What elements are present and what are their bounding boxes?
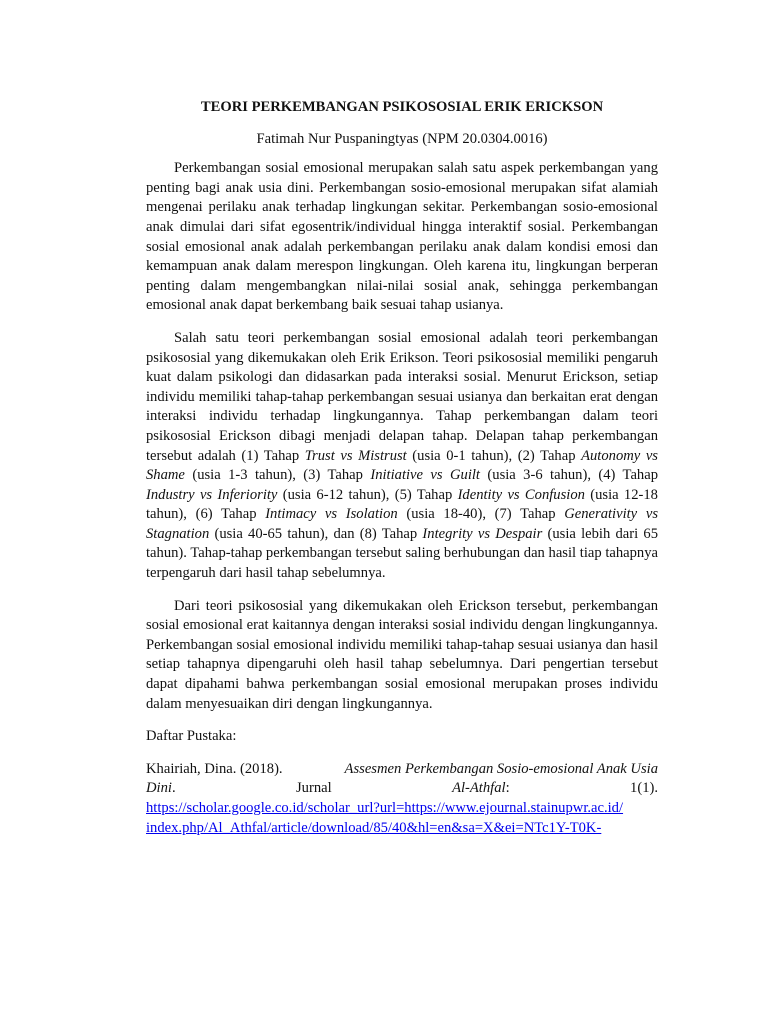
paragraph-2-text-4: (usia 6-12 tahun), (5) Tahap: [277, 486, 458, 503]
document-title: TEORI PERKEMBANGAN PSIKOSOSIAL ERIK ERICKSON: [200, 99, 604, 115]
stage-5-term: Identity vs Confusion: [457, 486, 585, 503]
reference-url-link-line-2[interactable]: index.php/Al_Athfal/article/download/85/40&hl=en&sa=X&ei=NTc1Y-T0K-: [146, 819, 602, 836]
paragraph-2-text-2: (usia 1-3 tahun), (3) Tahap: [184, 467, 371, 484]
stage-7-term: Generativity vs Stagnation: [146, 506, 658, 542]
reference-volume: 1(1).: [630, 780, 658, 797]
reference-line-1: [146, 760, 658, 780]
stage-8-term: Integrity vs Despair: [422, 525, 543, 542]
reference-line-2: [146, 779, 658, 799]
reference-colon: :: [505, 780, 510, 797]
document-page: [146, 98, 658, 838]
paragraph-2-text-3: (usia 3-6 tahun), (4) Tahap: [480, 467, 658, 484]
stage-1-term: Trust vs Mistrust: [304, 447, 407, 464]
reference-book-title-b: Dini: [146, 780, 172, 797]
reference-journal-name: Al-Athfal: [452, 780, 506, 797]
reference-entry: [146, 760, 658, 838]
stage-3-term: Initiative vs Guilt: [370, 467, 480, 484]
reference-book-title-a: Assesmen Perkembangan Sosio-emosional Anak Usia: [344, 760, 658, 777]
paragraph-2-text-5: (usia 12-18 tahun), (6) Tahap: [146, 486, 658, 523]
reference-book-title-b-wrap: [146, 779, 176, 799]
paragraph-2: [146, 329, 658, 584]
document-author: Fatimah Nur Puspaningtyas (NPM 20.0304.0016): [256, 130, 548, 147]
reference-after-title: .: [171, 780, 176, 797]
paragraph-3: Dari teori psikososial yang dikemukakan oleh Erickson tersebut, perkembangan sosial emosional erat kaitannya dengan interaksi sosial individu dengan lingkungannya. Perkembangan sosial emosional individu memiliki tahap-tahap sesuai usianya dan hasil setiap tahapnya dipengaruhi oleh hasil tahap sebelumnya. Dari pengertian tersebut dapat dipahami bahwa perkembangan sosial emosional merupakan proses individu dalam menyesuaikan diri dengan lingkungannya.: [146, 597, 658, 712]
reference-journal-wrap: [452, 779, 510, 799]
paragraph-1: Perkembangan sosial emosional merupakan salah satu aspek perkembangan yang penting bagi anak usia dini. Perkembangan sosio-emosional merupakan sifat alamiah mengenai perilaku anak terhadap lingkungan sekitar. Perkembangan sosio-emosional anak dimulai dari sifat egosentrik/individual hingga interaktif sosial. Perkembangan sosial emosional anak adalah perkembangan perilaku anak dalam kondisi emosi dan kemampuan anak dalam merespon lingkungan. Oleh karena itu, lingkungan berperan penting dalam mengembangkan nilai-nilai sosial anak, sehingga perkembangan emosional anak dapat berkembang baik sesuai tahap usianya.: [146, 160, 658, 314]
reference-authors: Khairiah, Dina. (2018).: [146, 760, 283, 777]
paragraph-2-text-1: (usia 0-1 tahun), (2) Tahap: [406, 447, 582, 464]
stage-2-term: Autonomy vs Shame: [146, 447, 658, 484]
paragraph-2-intro: Salah satu teori perkembangan sosial emosional adalah teori perkembangan psikososial yang dikemukakan oleh Erik Erikson. Teori psikososial memiliki pengaruh kuat dalam psikologi dan didasarkan pada interaksi sosial. Menurut Erickson, setiap individu memiliki tahap-tahap perkembangan sesuai usianya dan berkaitan erat dengan interaksi individu terhadap lingkungannya. Tahap perkembangan dalam teori psikososial Erickson dibagi menjadi delapan tahap. Delapan tahap perkembangan tersebut adalah (1) Tahap: [146, 329, 658, 464]
paragraph-2-outro: (usia lebih dari 65 tahun). Tahap-tahap perkembangan tersebut saling berhubungan dan hasil tiap tahapnya terpengaruh dari hasil tahap sebelumnya.: [146, 525, 658, 582]
stage-6-term: Intimacy vs Isolation: [265, 506, 398, 523]
references-heading: Daftar Pustaka:: [146, 728, 237, 745]
stage-4-term: Industry vs Inferiority: [146, 486, 278, 503]
reference-jurnal-label: Jurnal: [296, 780, 332, 797]
paragraph-2-text-7: (usia 40-65 tahun), dan (8) Tahap: [209, 525, 423, 542]
reference-url-link-line-1[interactable]: https://scholar.google.co.id/scholar_url?url=https://www.ejournal.stainupwr.ac.id/: [146, 800, 624, 816]
paragraph-2-text-6: (usia 18-40), (7) Tahap: [397, 506, 565, 523]
